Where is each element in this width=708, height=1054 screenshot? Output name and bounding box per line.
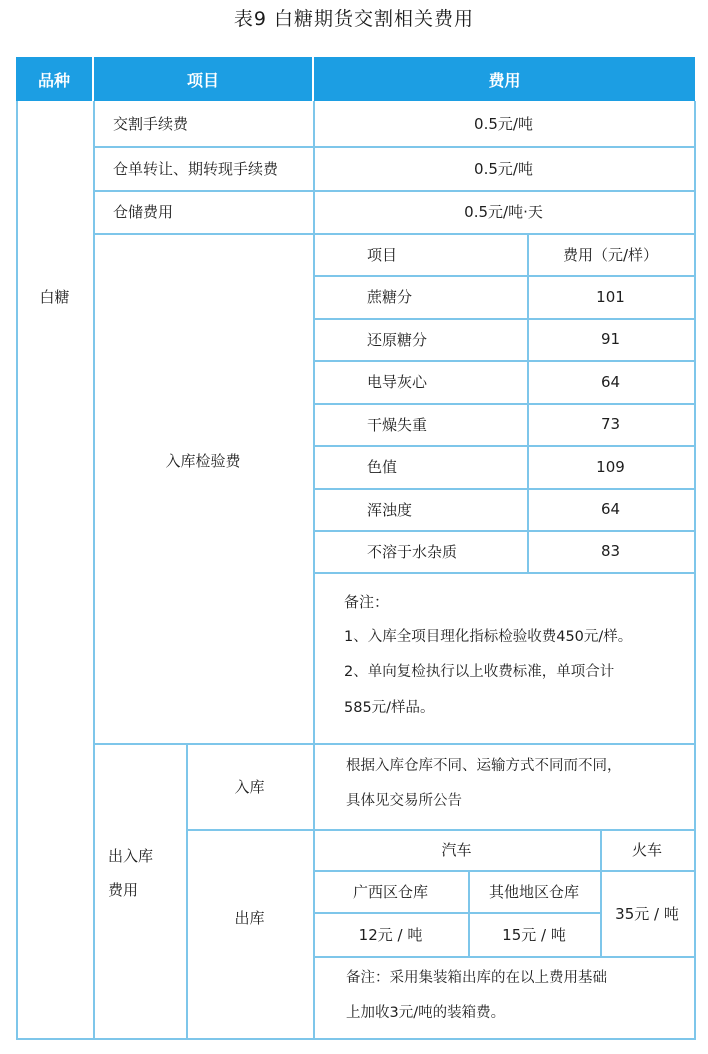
header-variety: 品种 (16, 57, 92, 101)
inspection-item-name: 电导灰心 (367, 373, 428, 391)
inspection-item-fee: 64 (600, 372, 621, 391)
inspection-fee-label: 入库检验费 (165, 451, 241, 470)
transfer-fee-value: 0.5元/吨 (474, 159, 533, 178)
inspection-subheader-item: 项目 (367, 245, 398, 264)
inspection-note-line2b: 585元/样品。 (344, 700, 435, 716)
in-out-label-line1: 出入库 (108, 846, 154, 865)
storage-fee-label: 仓储费用 (113, 203, 174, 221)
inspection-item-name: 蔗糖分 (367, 288, 413, 306)
delivery-fee-label: 交割手续费 (113, 115, 189, 133)
inspection-item-name: 色值 (367, 458, 398, 476)
other-warehouse: 其他地区仓库 (488, 882, 579, 901)
inbound-label: 入库 (234, 777, 265, 796)
in-out-label-line2: 费用 (108, 880, 139, 899)
inspection-item-fee: 64 (600, 500, 621, 518)
table-title: 表9 白糖期货交割相关费用 (233, 8, 475, 30)
train-fee: 35元 / 吨 (615, 904, 679, 923)
storage-fee-value: 0.5元/吨·天 (464, 203, 543, 221)
delivery-fee-value: 0.5元/吨 (474, 115, 533, 133)
inspection-item-name: 浑浊度 (367, 500, 413, 519)
header-item: 项目 (94, 57, 312, 101)
inspection-item-fee: 91 (600, 330, 621, 348)
transfer-fee-label: 仓单转让、期转现手续费 (113, 159, 279, 178)
header-fee: 费用 (314, 57, 695, 101)
inspection-item-fee: 73 (600, 415, 621, 433)
inspection-notes-title: 备注： (344, 593, 390, 611)
guangxi-fee: 12元 / 吨 (358, 925, 423, 944)
outbound-note-line2: 上加收3元/吨的装箱费。 (346, 1005, 506, 1021)
outbound-note-line1: 备注：采用集装箱出库的在以上费用基础 (346, 970, 607, 986)
inbound-text-line2: 具体见交易所公告 (346, 793, 462, 809)
inspection-note-line2a: 2、单向复检执行以上收费标准，单项合计 (344, 664, 615, 680)
inspection-item-name: 还原糖分 (367, 330, 428, 349)
outbound-label: 出库 (234, 908, 265, 927)
inspection-item-name: 不溶于水杂质 (367, 542, 458, 561)
variety-label: 白糖 (39, 287, 70, 306)
inspection-subheader-fee: 费用（元/样） (562, 245, 659, 264)
inspection-item-fee: 101 (596, 287, 625, 306)
inspection-note-line1: 1、入库全项目理化指标检验收费450元/样。 (344, 629, 633, 645)
inbound-text-line1: 根据入库仓库不同、运输方式不同而不同， (346, 758, 622, 774)
inspection-item-name: 干燥失重 (367, 415, 428, 434)
guangxi-warehouse: 广西区仓库 (352, 882, 428, 901)
inspection-item-fee: 109 (596, 457, 625, 476)
other-fee: 15元 / 吨 (502, 925, 566, 944)
truck-header: 汽车 (441, 841, 472, 859)
train-header: 火车 (631, 841, 662, 859)
inspection-item-fee: 83 (600, 542, 621, 560)
